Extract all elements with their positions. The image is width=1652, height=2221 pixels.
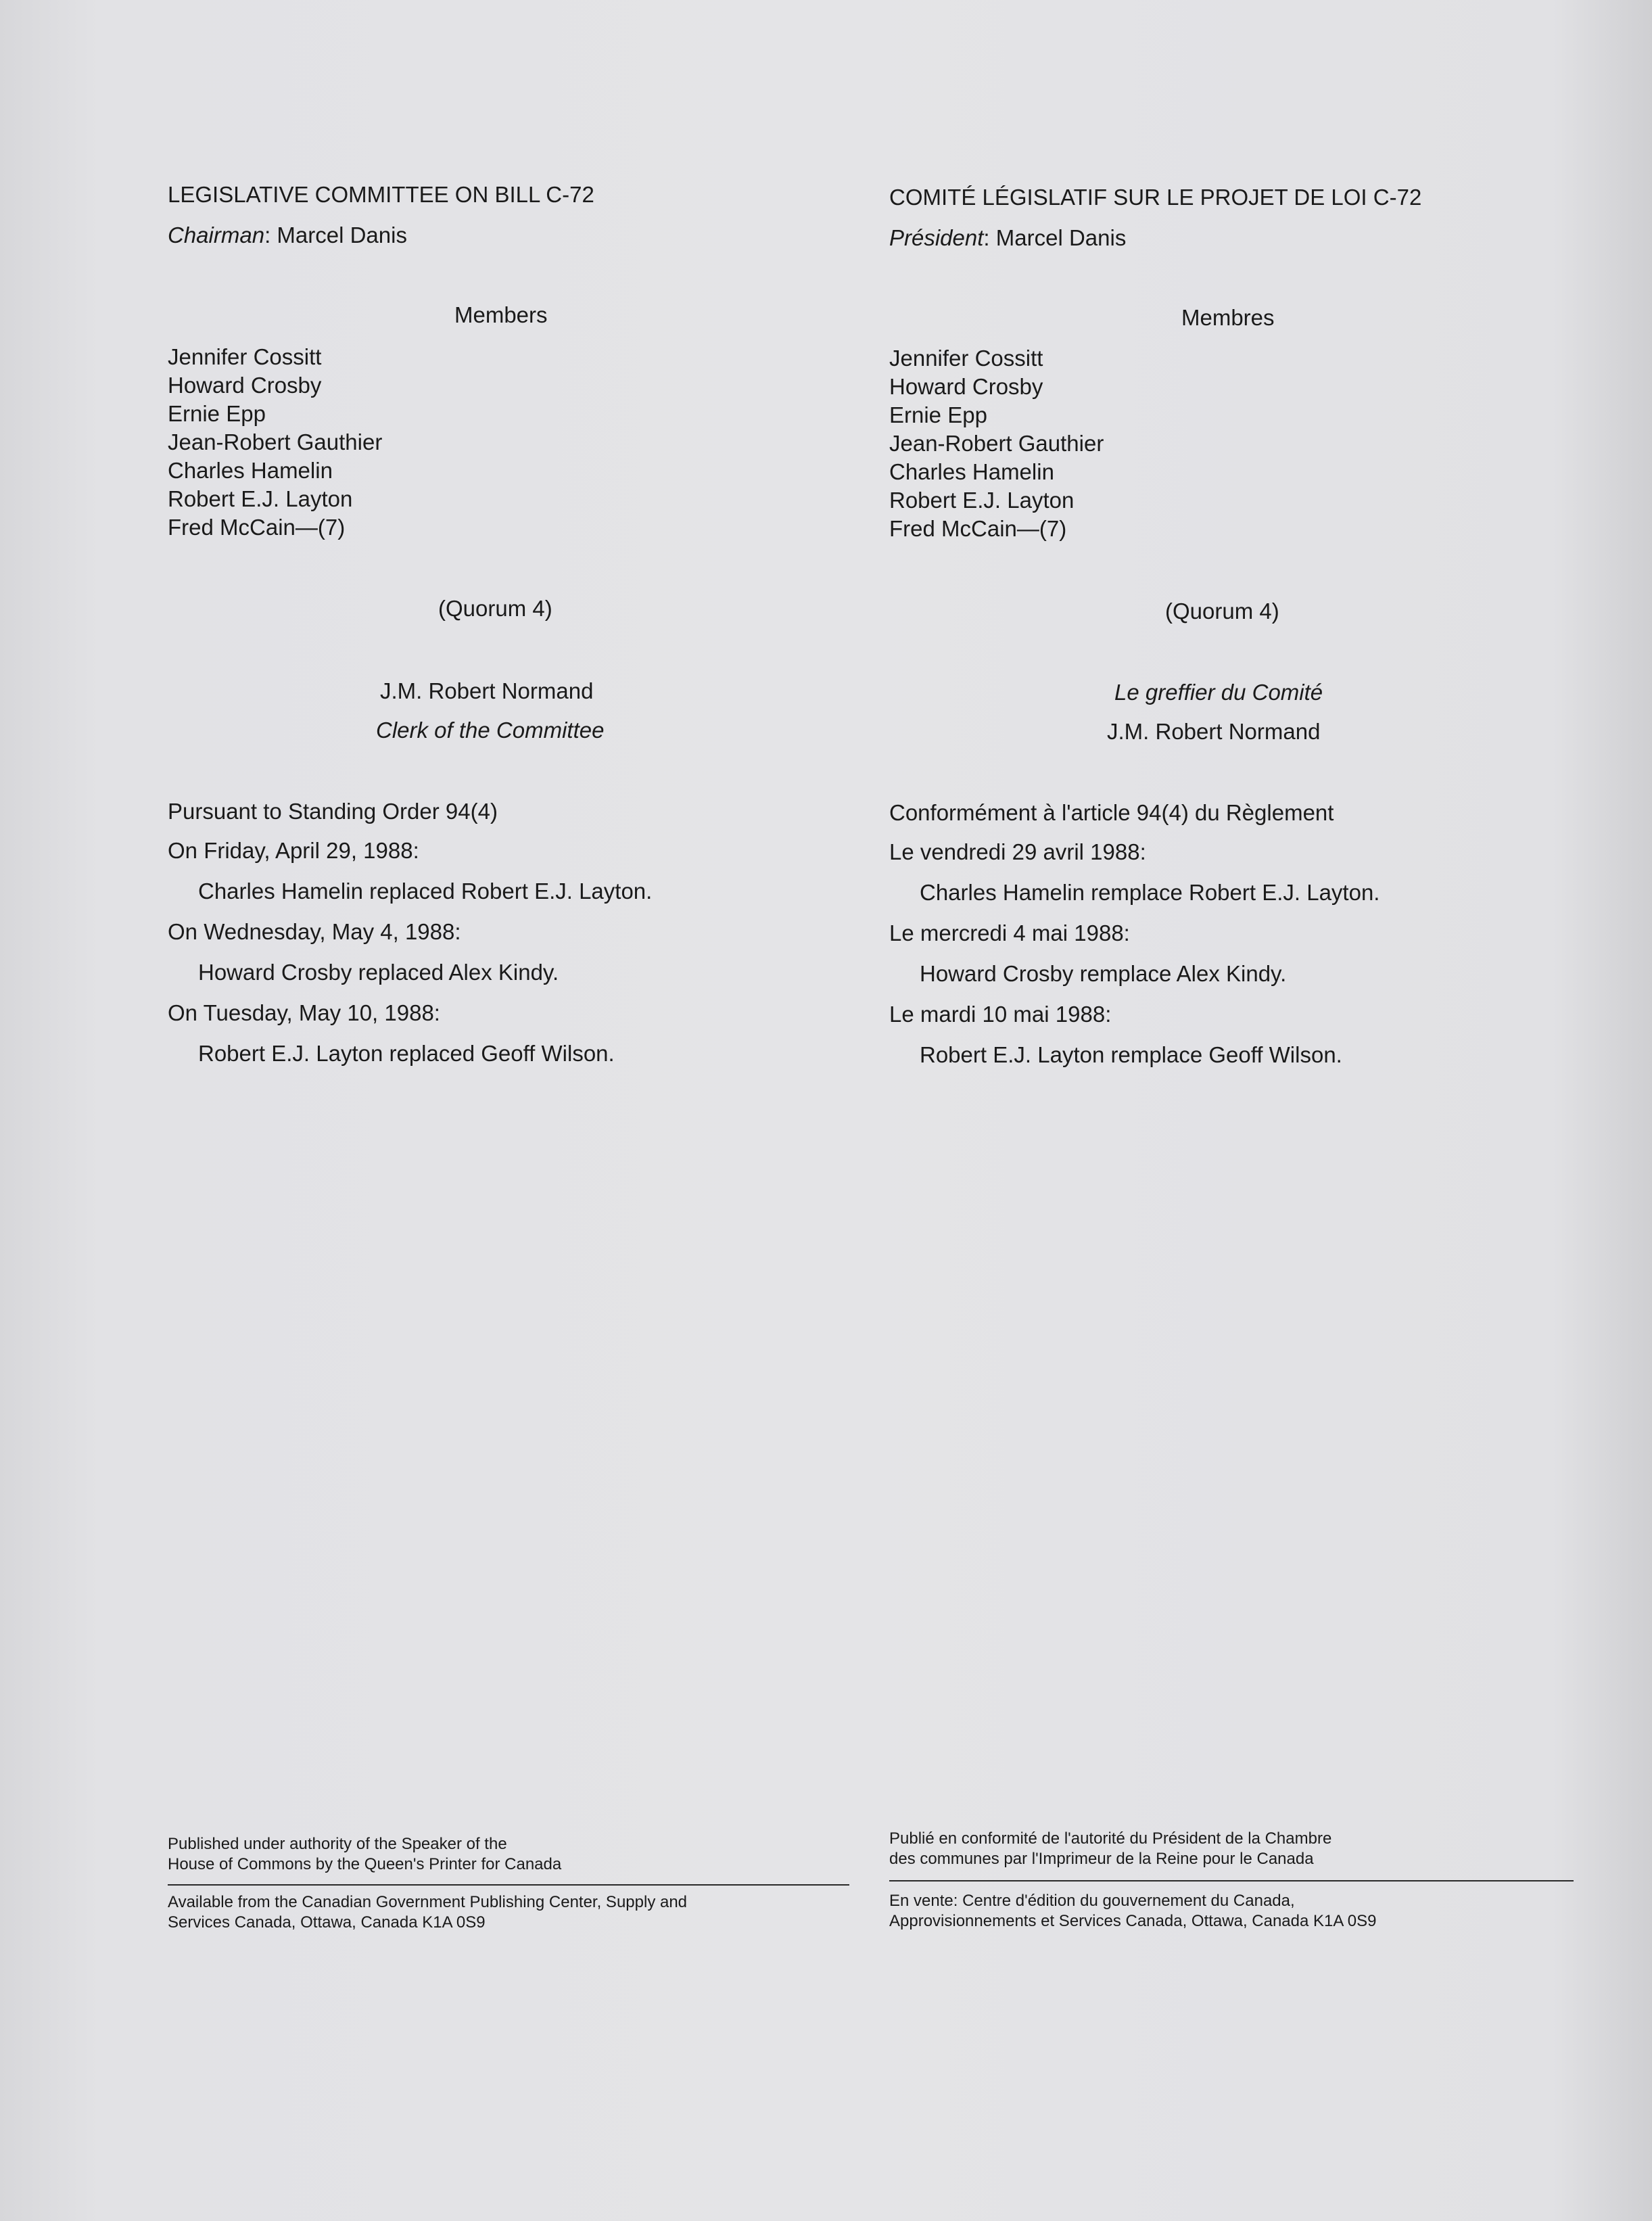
member-item: Robert E.J. Layton — [168, 486, 353, 511]
member-item: Fred McCain—(7) — [168, 515, 346, 540]
member-item: Robert E.J. Layton — [889, 488, 1075, 513]
chair-label: Président — [889, 225, 984, 250]
member-item: Fred McCain—(7) — [889, 516, 1067, 541]
change-text: Robert E.J. Layton replaced Geoff Wilson. — [198, 1041, 615, 1066]
published-line-2: des communes par l'Imprimeur de la Reine pour le Canada — [889, 1850, 1314, 1868]
chair-name: : Marcel Danis — [983, 225, 1127, 250]
published-line-1: Publié en conformité de l'autorité du Président de la Chambre — [889, 1829, 1332, 1848]
member-item: Howard Crosby — [889, 374, 1043, 399]
member-item: Charles Hamelin — [889, 459, 1054, 484]
quorum: (Quorum 4) — [1165, 599, 1279, 624]
change-text: Howard Crosby replaced Alex Kindy. — [198, 960, 559, 985]
clerk-name: J.M. Robert Normand — [380, 678, 594, 703]
english-column — [168, 0, 864, 2221]
member-item: Jean-Robert Gauthier — [168, 429, 383, 454]
change-date: Le mardi 10 mai 1988: — [889, 1002, 1112, 1027]
members-heading: Members — [454, 302, 548, 327]
change-date: Le mercredi 4 mai 1988: — [889, 920, 1130, 945]
published-line-1: Published under authority of the Speaker of the — [168, 1835, 507, 1853]
pursuant-line: Pursuant to Standing Order 94(4) — [168, 799, 498, 824]
available-line-2: Services Canada, Ottawa, Canada K1A 0S9 — [168, 1913, 486, 1932]
clerk-name: J.M. Robert Normand — [1107, 719, 1321, 744]
published-line-2: House of Commons by the Queen's Printer for Canada — [168, 1855, 562, 1873]
chair-line — [168, 222, 407, 249]
member-item: Ernie Epp — [889, 402, 987, 427]
change-date: Le vendredi 29 avril 1988: — [889, 839, 1146, 864]
member-item: Jennifer Cossitt — [168, 344, 322, 369]
member-item: Jean-Robert Gauthier — [889, 431, 1104, 456]
members-heading: Membres — [1181, 305, 1275, 330]
pursuant-line: Conformément à l'article 94(4) du Règlement — [889, 800, 1334, 825]
chair-label: Chairman — [168, 223, 265, 248]
member-item: Ernie Epp — [168, 401, 266, 426]
available-line-2: Approvisionnements et Services Canada, Ottawa, Canada K1A 0S9 — [889, 1912, 1377, 1930]
committee-title: COMITÉ LÉGISLATIF SUR LE PROJET DE LOI C-72 — [889, 185, 1422, 210]
french-column — [889, 0, 1578, 2221]
change-text: Charles Hamelin remplace Robert E.J. Layton. — [920, 880, 1380, 905]
footer-rule — [889, 1880, 1574, 1881]
chair-line — [889, 225, 1126, 252]
member-item: Charles Hamelin — [168, 458, 333, 483]
change-text: Howard Crosby remplace Alex Kindy. — [920, 961, 1287, 986]
change-date: On Friday, April 29, 1988: — [168, 838, 419, 863]
committee-title: LEGISLATIVE COMMITTEE ON BILL C-72 — [168, 182, 594, 207]
change-text: Charles Hamelin replaced Robert E.J. Layton. — [198, 879, 653, 904]
available-line-1: Available from the Canadian Government Publishing Center, Supply and — [168, 1893, 688, 1911]
change-date: On Tuesday, May 10, 1988: — [168, 1000, 440, 1025]
available-line-1: En vente: Centre d'édition du gouvernement du Canada, — [889, 1892, 1295, 1910]
change-date: On Wednesday, May 4, 1988: — [168, 919, 461, 944]
member-item: Jennifer Cossitt — [889, 346, 1043, 371]
clerk-title: Clerk of the Committee — [376, 718, 605, 743]
quorum: (Quorum 4) — [438, 596, 552, 621]
change-text: Robert E.J. Layton remplace Geoff Wilson. — [920, 1042, 1342, 1067]
chair-name: : Marcel Danis — [264, 223, 407, 248]
member-item: Howard Crosby — [168, 373, 322, 398]
clerk-title: Le greffier du Comité — [1114, 680, 1323, 705]
footer-rule — [168, 1884, 849, 1886]
